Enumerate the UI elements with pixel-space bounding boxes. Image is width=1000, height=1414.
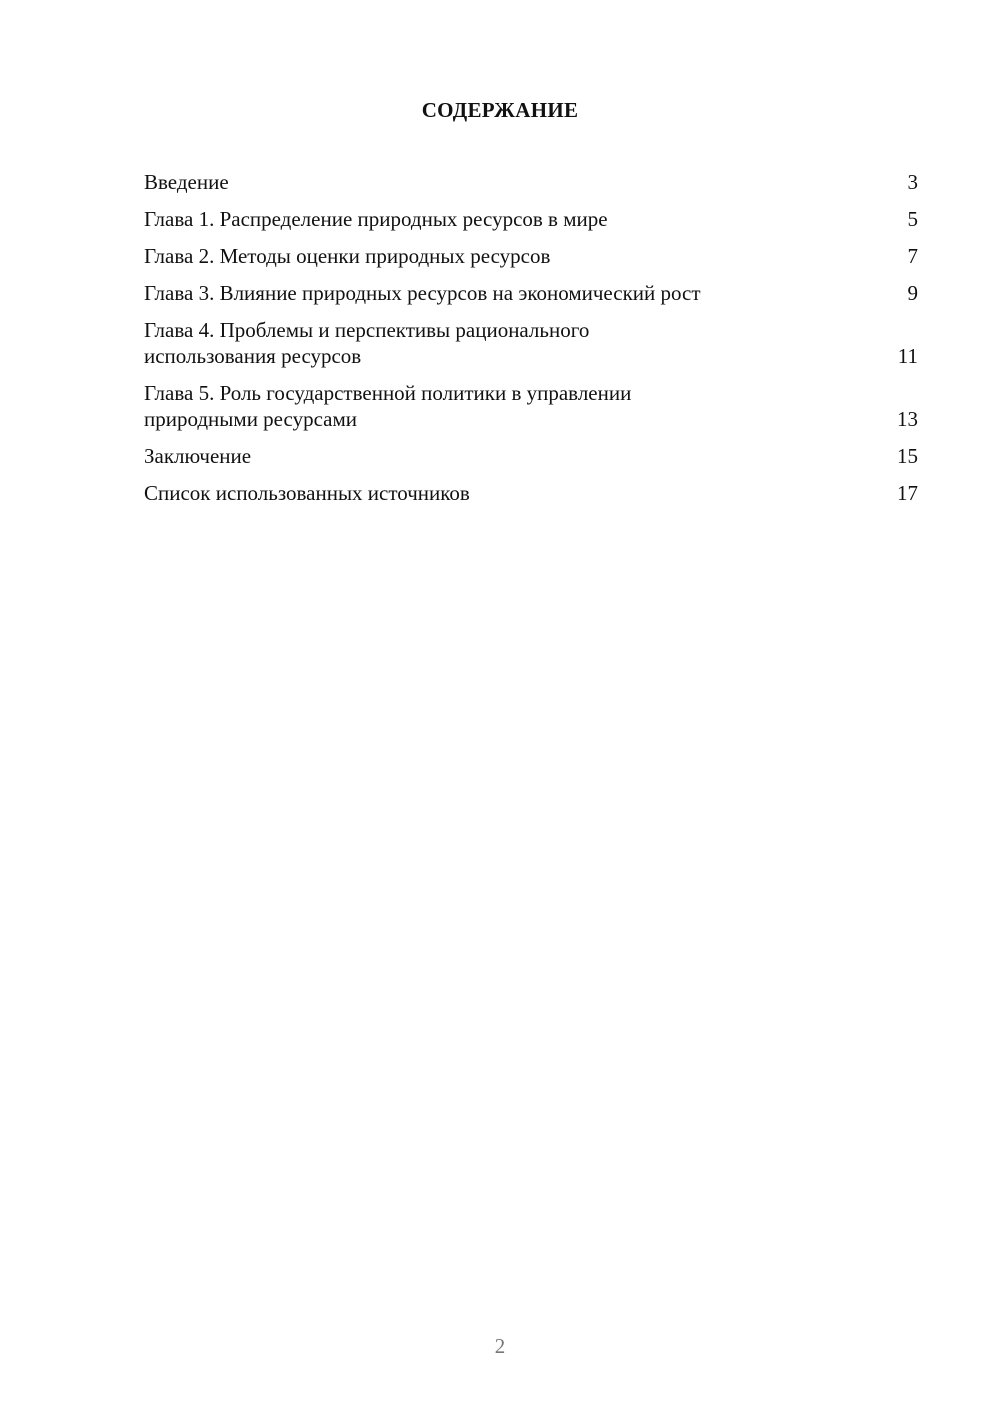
page-number: 2: [494, 1334, 506, 1358]
toc-entry-page: 5: [907, 207, 918, 231]
toc-entry-references: [144, 480, 918, 506]
toc-entry-page: 9: [907, 281, 918, 305]
toc-entry-page: 11: [897, 344, 918, 368]
table-of-contents: [144, 169, 918, 517]
toc-entry-chapter-5: [144, 380, 918, 432]
toc-entry-conclusion: [144, 443, 918, 469]
toc-entry-title-line: использования ресурсов: [144, 344, 362, 368]
toc-entry-title: Глава 2. Методы оценки природных ресурсов: [144, 244, 551, 268]
toc-entry-page: 17: [897, 481, 918, 505]
toc-entry-page: 13: [897, 407, 918, 431]
toc-entry-title: Введение: [144, 170, 229, 194]
toc-entry-title-line: Глава 4. Проблемы и перспективы рационального: [144, 318, 590, 342]
toc-entry-title: Глава 3. Влияние природных ресурсов на экономический рост: [144, 281, 701, 305]
toc-entry-title: [144, 380, 631, 432]
toc-entry-page: 3: [907, 170, 918, 194]
toc-entry-chapter-3: [144, 280, 918, 306]
toc-entry-introduction: [144, 169, 918, 195]
toc-entry-page: 7: [907, 244, 918, 268]
toc-heading: СОДЕРЖАНИЕ: [421, 98, 579, 122]
toc-entry-chapter-2: [144, 243, 918, 269]
toc-entry-chapter-4: [144, 317, 918, 369]
toc-entry-title: Глава 1. Распределение природных ресурсов в мире: [144, 207, 608, 231]
toc-entry-title: Заключение: [144, 444, 252, 468]
toc-entry-page: 15: [897, 444, 918, 468]
toc-entry-title: [144, 317, 589, 369]
toc-entry-title-line: Глава 5. Роль государственной политики в управлении: [144, 381, 632, 405]
toc-entry-title: Список использованных источников: [144, 481, 470, 505]
toc-entry-chapter-1: [144, 206, 918, 232]
toc-entry-title-line: природными ресурсами: [144, 407, 357, 431]
